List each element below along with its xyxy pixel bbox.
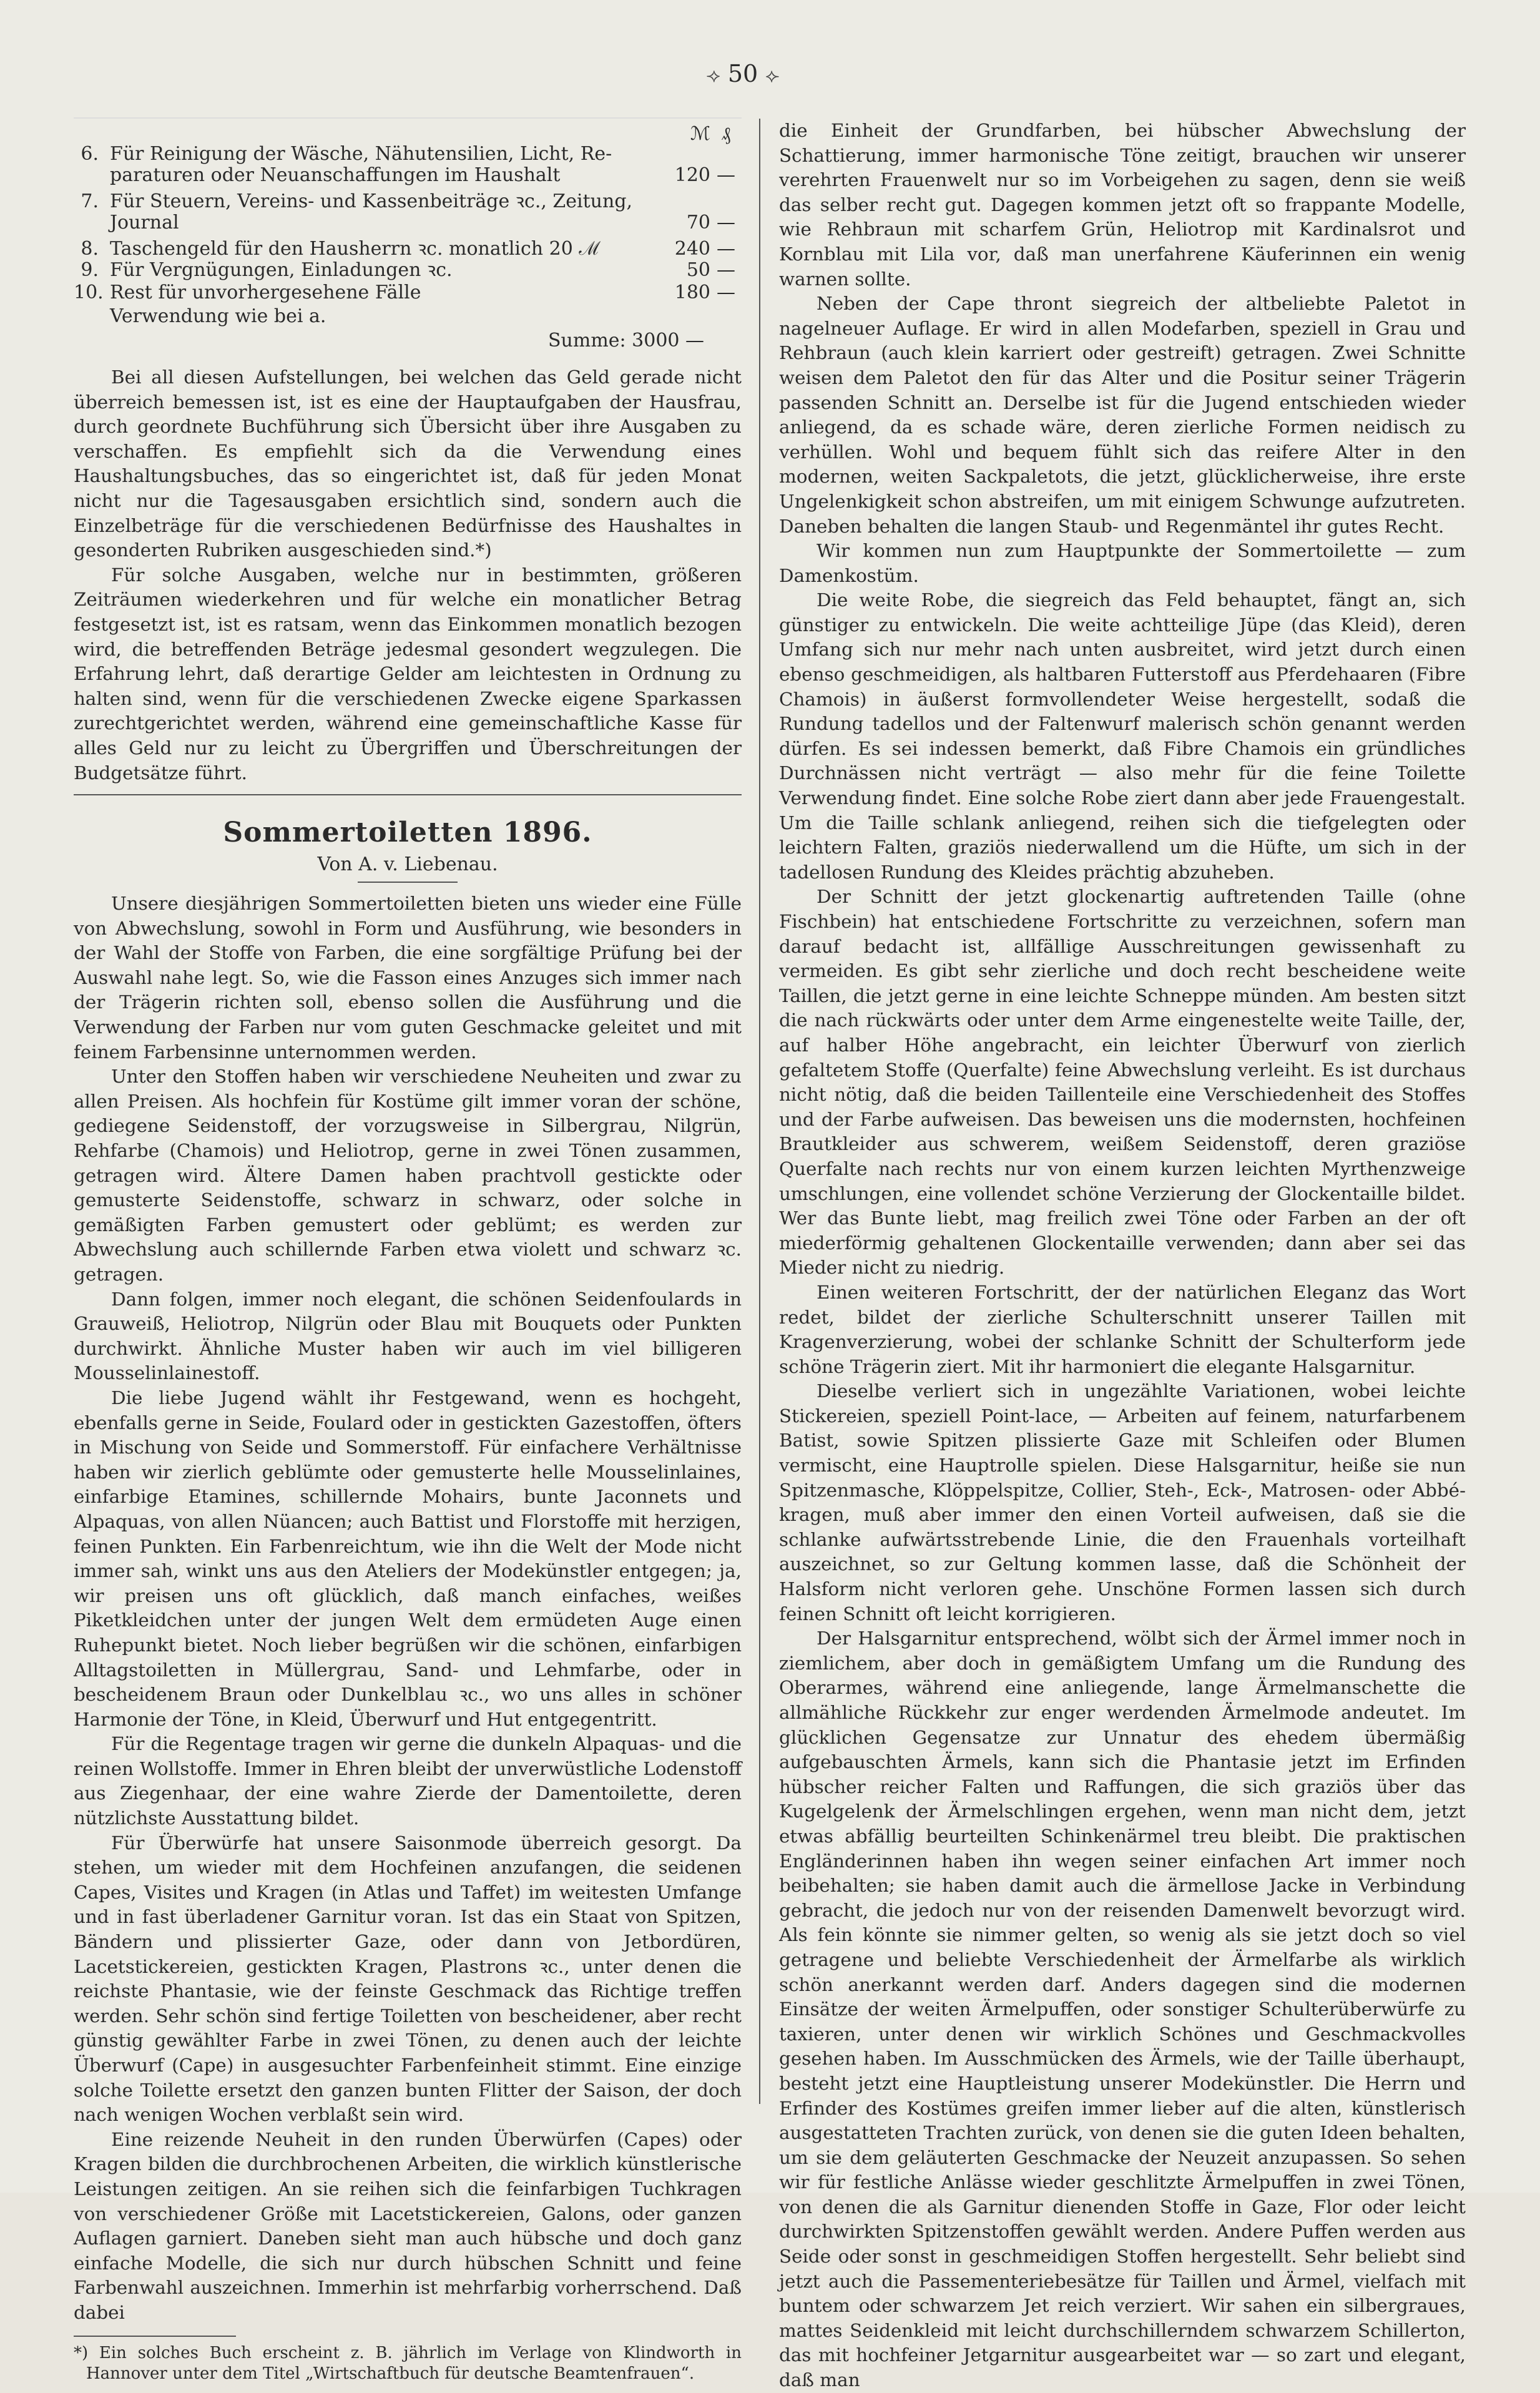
section-divider <box>74 794 742 795</box>
ledger-row-amount: 240 <box>674 238 710 260</box>
footnote: *) Ein solches Buch erscheint z. B. jährlich im Verlage von Klindworth in Hannover unter dem Titel „Wirtschaftbuch für deutsche Beamtenfrauen“. <box>74 2343 742 2383</box>
ledger-row-number: 9. <box>81 259 99 281</box>
left-intro-text <box>74 365 742 785</box>
ledger-row-text: Für Reinigung der Wäsche, Nähutensilien, Licht, Re- <box>110 143 612 165</box>
ledger-row-text: Journal <box>110 212 179 233</box>
ledger-row-dash: — <box>717 282 735 303</box>
mark-column-header: ℳ <box>690 123 710 145</box>
ledger-row-dash: — <box>717 238 735 260</box>
ledger-row-number: 7. <box>81 190 99 212</box>
article-text-left <box>74 892 742 2325</box>
ledger-row-text: paraturen oder Neuanschaffungen im Haushalt <box>110 164 561 186</box>
ledger-row-text: Taschengeld für den Hausherrn ꝛc. monatlich 20 ℳ <box>110 238 601 260</box>
right-column <box>779 119 1466 2393</box>
paragraph: Dann folgen, immer noch elegant, die schönen Seidenfoulards in Grauweiß, Heliotrop, Nilgrün oder Blau mit Bouquets oder Punkten durchwirkt. Ähnliche Muster haben wir auch im viel billigeren Mousselinlainestoff. <box>74 1288 742 1384</box>
paragraph: Für die Regentage tragen wir gerne die dunkeln Alpaquas- und die reinen Wollstoffe. Immer in Ehren bleibt der unverwüstliche Lodenstoff aus Ziegenhaar, der eine wahre Zierde der Damentoilette, deren nützlichste Ausstattung bildet. <box>74 1733 742 1829</box>
paragraph: Der Halsgarnitur entsprechend, wölbt sich der Ärmel immer noch in ziemlichem, aber doch in gemäßigtem Umfang um die Rundung des Oberarmes, während eine anliegende, lange Ärmelmanschette die allmähliche Rückkehr zur enger werdenden Ärmelmode andeutet. Im glücklichen Gegensatze zur Unnatur des ehedem übermäßig aufgebauschten Ärmels, kann sich die Phantasie jetzt im Erfinden hübscher reicher Falten und Raffungen, die sich graziös über das Kugelgelenk der Ärmelschlingen ergehen, wenn man nicht dem, jetzt etwas abfällig beurteilten Schinkenärmel treu bleibt. Die praktischen Engländerinnen haben ihn wegen seiner einfachen Art immer noch beibehalten; sie haben damit auch die ärmellose Jacke in Verbindung gebracht, die jedoch nur von der reisenden Damenwelt bevorzugt wird. Als fein könnte sie nimmer gelten, so wenig als sie jetzt doch so viel getragene und beliebte Verschiedenheit der Ärmelfarbe als wirklich schön anerkannt werden darf. Anders dagegen sind die modernen Einsätze der weiten Ärmelpuffen, oder sonstiger Schulterüberwürfe zu taxieren, unter denen wir wirklich Schönes und Geschmackvolles gesehen haben. Im Ausschmücken des Ärmels, wie der Taille überhaupt, besteht jetzt eine Hauptleistung unserer Modekünstler. Die Herrn und Erfinder des Kostümes greifen immer lieber auf die alten, künstlerisch ausgestatteten Trachten zurück, von denen sie die guten Ideen behalten, um sie dem geläuterten Geschmacke der Neuzeit anzupassen. So sehen wir für festliche Anlässe wieder geschlitzte Ärmelpuffen in zwei Tönen, von denen die als Garnitur dienenden Stoffe in Gaze, Flor oder leicht durchwirkten Spitzenstoffen gewählt werden. Andere Puffen werden aus Seide oder sonst in geschmeidigen Stoffen hergestellt. Sehr beliebt sind jetzt auch die Passementeriebesätze für Taillen und Ärmel, vielfach mit buntem oder schwarzem Jet reich verziert. Wir sahen ein silbergraues, mattes Seidenkleid mit leicht durchschillerndem schwarzem Schillerton, das mit hochfeiner Jetgarnitur ausgearbeitet war — so zart und elegant, daß man <box>779 1628 1466 2391</box>
paragraph: Bei all diesen Aufstellungen, bei welchen das Geld gerade nicht überreich bemessen ist, ist es eine der Hauptaufgaben der Hausfrau, durch geordnete Buchführung sich Übersicht über ihre Ausgaben zu verschaffen. Es empfiehlt sich da die Verwendung eines Haushaltungsbuches, das so eingerichtet ist, daß für jeden Monat nicht nur die Tagesausgaben ersichtlich sind, sondern auch die Einzelbeträge für die verschiedenen Bedürfnisse des Haushaltes in gesonderten Rubriken ausgeschieden sind.*) <box>74 366 742 561</box>
paragraph: Einen weiteren Fortschritt, der der natürlichen Eleganz das Wort redet, bildet der zierliche Schulterschnitt unserer Taillen mit Kragenverzierung, wobei der schlanke Schnitt der Schulterform jede schöne Trägerin ziert. Mit ihr harmoniert die elegante Halsgarnitur. <box>779 1281 1466 1377</box>
ledger-sum: Summe: 3000 — <box>548 330 705 351</box>
left-ornament-icon: ⟢ <box>706 65 720 87</box>
ledger-row-amount: 180 <box>674 282 710 303</box>
ledger-row-number: 8. <box>81 238 99 260</box>
paragraph: Dieselbe verliert sich in ungezählte Variationen, wobei leichte Stickereien, speziell Point-lace, — Arbeiten auf feinem, naturfarbenem Batist, sowie Spitzen plissierte Gaze mit Schleifen oder Blumen vermischt, eine Hauptrolle spielen. Diese Halsgarnitur, heiße sie nun Spitzenmasche, Klöppelspitze, Collier, Steh-, Eck-, Matrosen- oder Abbé-kragen, muß aber immer den einen Vorteil aufweisen, daß sie die schlanke aufwärtsstrebende Linie, die den Frauenhals vorteilhaft auszeichnet, so zur Geltung kommen lasse, daß die Schönheit der Halsform nicht verloren gehe. Unschöne Formen lassen sich durch feinen Schnitt oft leicht korrigieren. <box>779 1380 1466 1624</box>
title-divider <box>358 882 458 883</box>
ledger-row-number: 6. <box>81 143 99 165</box>
ledger-row-text: Verwendung wie bei a. <box>110 305 326 327</box>
left-column <box>74 119 742 2384</box>
ledger-row-text: Rest für unvorhergesehene Fälle <box>110 282 421 303</box>
paragraph: Die weite Robe, die siegreich das Feld behauptet, fängt an, sich günstiger zu entwickeln. Die weite achtteilige Jüpe (das Kleid), deren Umfang sich nur mehr nach unten ausbreitet, wird jetzt durch einen ebenso geschmeidigen, als haltbaren Futterstoff aus Pferdehaaren (Fibre Chamois) in äußerst formvollendeter Weise hergestellt, sodaß die Rundung tadellos und der Faltenwurf malerisch schön genannt werden dürfen. Es sei indessen bemerkt, daß Fibre Chamois ein gründliches Durchnässen nicht verträgt — also mehr für die feine Toilette Verwendung findet. Eine solche Robe ziert dann aber jede Frauengestalt. Um die Taille schlank anliegend, reihen sich die tiefgelegten oder leichtern Falten, graziös niederwallend um die Hüfte, um sich in der tadellosen Rundung des Kleides prächtig abzuheben. <box>779 589 1466 883</box>
ledger-row-dash: — <box>717 259 735 281</box>
paragraph: Eine reizende Neuheit in den runden Überwürfen (Capes) oder Kragen bilden die durchbrochenen Arbeiten, die wirklich künstlerische Leistungen zeitigen. An sie reihen sich die feinfarbigen Tuchkragen von verschiedener Größe mit Lacetstickereien, Galons, oder ganzen Auflagen garniert. Daneben sieht man auch hübsche und doch ganz einfache Modelle, die sich nur durch hübschen Schnitt und feine Farbenwahl auszeichnen. Immerhin ist mehrfarbig vorherrschend. Daß dabei <box>74 2128 742 2323</box>
page-number: 50 <box>727 60 758 87</box>
footnote-rule <box>74 2336 236 2337</box>
paragraph: die Einheit der Grundfarben, bei hübscher Abwechslung der Schattierung, immer harmonische Töne zeitigt, brauchen wir unserer verehrten Frauenwelt nur so im Vorbeigehen zu sagen, denn sie weiß das selber recht gut. Dagegen kommen jetzt oft so frappante Modelle, wie Rehbraun mit scharfem Grün, Heliotrop mit Kardinalsrot und Kornblau mit Lila vor, daß man unerfahrene Käuferinnen ein wenig warnen sollte. <box>779 120 1466 290</box>
ledger-row-text: Für Vergnügungen, Einladungen ꝛc. <box>110 259 453 281</box>
paragraph: Wir kommen nun zum Hauptpunkte der Sommertoilette — zum Damenkostüm. <box>779 540 1466 586</box>
article-text-right <box>779 119 1466 2393</box>
article-title: Sommertoiletten 1896. <box>223 817 592 849</box>
page-number-header <box>674 60 812 87</box>
ledger-row-number: 10. <box>74 282 104 303</box>
paragraph: Die liebe Jugend wählt ihr Festgewand, wenn es hochgeht, ebenfalls gerne in Seide, Foulard oder in gestickten Gazestoffen, öfters in Mischung von Seide und Sommerstoff. Für einfachere Verhältnisse haben wir zierlich geblümte oder gemusterte helle Mousselinlaines, einfarbige Etamines, schillernde Mohairs, bunte Jaconnets und Alpaquas, von allen Nüancen; auch Battist und Florstoffe mit herzigen, feinen Punkten. Ein Farbenreichtum, wie ihn die Welt der Mode nicht immer sah, winkt uns aus den Ateliers der Modekünstler entgegen; ja, wir preisen uns oft glücklich, daß manch einfaches, weißes Piketkleidchen unter der jungen Welt dem ermüdeten Auge einen Ruhepunkt bietet. Noch lieber begrüßen wir die schönen, einfarbigen Alltagstoiletten in Müllergrau, Sand- und Lehmfarbe, oder in bescheidenem Braun oder Dunkelblau ꝛc., wo uns alles in schöner Harmonie der Töne, in Kleid, Überwurf und Hut entgegentritt. <box>74 1387 742 1730</box>
paragraph: Für solche Ausgaben, welche nur in bestimmten, größeren Zeiträumen wiederkehren und für welche ein monatlicher Betrag festgesetzt ist, ist es ratsam, wenn das Einkommen monatlich bezogen wird, die betreffenden Beträge jedesmal gesondert wegzulegen. Die Erfahrung lehrt, daß derartige Gelder am leichtesten in Ordnung zu halten sind, wenn für die verschiedenen Zwecke eigene Sparkassen zurechtgerichtet werden, während eine gemeinschaftliche Kasse für alles Geld nur zu leicht zu Übergriffen und Überschreitungen der Budgetsätze führt. <box>74 564 742 784</box>
paragraph: Für Überwürfe hat unsere Saisonmode überreich gesorgt. Da stehen, um wieder mit dem Hochfeinen anzufangen, die seidenen Capes, Visites und Kragen (in Atlas und Taffet) im weitesten Umfange und in fast überladener Garnitur voran. Ist das ein Staat von Spitzen, Bändern und plissierter Gaze, oder dann von Jetbordüren, Lacetstickereien, gestickten Kragen, Plastrons ꝛc., unter denen die reichste Phantasie, wie der feinste Geschmack das Richtige treffen werden. Sehr schön sind fertige Toiletten von bescheidener, aber recht günstig gewählter Farbe in zwei Tönen, zu denen auch der leichte Überwurf (Cape) in ausgesuchter Farbenfeinheit stimmt. Eine einzige solche Toilette ersetzt den ganzen bunten Flitter der Saison, der doch nach wenigen Wochen verblaßt sein wird. <box>74 1832 742 2126</box>
ledger-row-amount: 70 <box>686 212 710 233</box>
budget-ledger <box>74 117 742 365</box>
paragraph: Neben der Cape thront siegreich der altbeliebte Paletot in nagelneuer Auflage. Er wird in allen Modefarben, speziell in Grau und Rehbraun (auch klein karriert oder gestreift) getragen. Zwei Schnitte weisen dem Paletot den für das Alter und die Positur seiner Trägerin passenden Schnitt an. Derselbe ist für die Jugend entschieden wieder anliegend, da es schade wäre, deren zierliche Formen neidisch zu verhüllen. Wohl und bequem fühlt sich das reifere Alter in den modernen, weiten Sackpaletots, die jetzt, glücklicherweise, ihre erste Ungelenkigkeit schon abstreifen, um mit einigem Schwunge aufzutreten. Daneben behalten die langen Staub- und Regenmäntel ihr gutes Recht. <box>779 293 1466 537</box>
right-ornament-icon: ⟣ <box>765 65 780 87</box>
ledger-row-dash: — <box>717 164 735 186</box>
paragraph: Unter den Stoffen haben wir verschiedene Neuheiten und zwar zu allen Preisen. Als hochfein für Kostüme gilt immer voran der schöne, gediegene Seidenstoff, der vorzugsweise in Silbergrau, Nilgrün, Rehfarbe (Chamois) und Heliotrop, gerne in zwei Tönen zusammen, getragen wird. Ältere Damen haben prachtvoll gestickte oder gemusterte Seidenstoffe, schwarz in schwarz, oder solche in gemäßigten Farben gemustert oder geblümt; es werden zur Abwechslung auch schillernde Farben etwa violett und schwarz ꝛc. getragen. <box>74 1066 742 1285</box>
article-byline: Von A. v. Liebenau. <box>317 853 498 876</box>
ledger-row-amount: 120 <box>674 164 710 186</box>
paragraph: Unsere diesjährigen Sommertoiletten bieten uns wieder eine Fülle von Abwechslung, sowohl in Form und Ausführung, wie besonders in der Wahl der Stoffe von Farben, die eine sorgfältige Prüfung bei der Auswahl nahe legt. So, wie die Fasson eines Anzuges sich immer nach der Trägerin richten soll, ebenso sollen die Ausführung und die Verwendung der Farben nur vom guten Geschmacke geleitet und mit feinem Farbensinne unternommen werden. <box>74 893 742 1063</box>
column-divider <box>759 119 760 2104</box>
ledger-row-dash: — <box>717 212 735 233</box>
pfennig-column-header: ₰ <box>721 123 731 145</box>
ledger-row-text: Für Steuern, Vereins- und Kassenbeiträge ꝛc., Zeitung, <box>110 190 633 212</box>
paragraph: Der Schnitt der jetzt glockenartig auftretenden Taille (ohne Fischbein) hat entschiedene Fortschritte zu verzeichnen, sofern man darauf bedacht ist, allfällige Ausschreitungen gewissenhaft zu vermeiden. Es gibt sehr zierliche und doch recht bescheidene weite Taillen, die jetzt gerne in eine leichte Schneppe münden. Am besten sitzt die nach rückwärts oder unter dem Arme eingenestelte weite Taille, der, auf halber Höhe angebracht, ein leichter Überwurf von zierlich gefaltetem Stoffe (Querfalte) feine Abwechslung verleiht. Es ist durchaus nicht nötig, daß die beiden Taillenteile eine Verschiedenheit des Stoffes und der Farbe aufweisen. Das beweisen uns die modernsten, hochfeinen Brautkleider aus schwerem, weißem Seidenstoff, deren graziöse Querfalte nach rechts nur von einem kurzen leichten Myrthenzweige umschlungen, eine vollendet schöne Verzierung der Glockentaille bildet. Wer das Bunte liebt, mag freilich zwei Töne oder Farben an der oft miederförmig gehaltenen Glockentaille verwenden; dann aber sei das Mieder nicht zu niedrig. <box>779 886 1466 1279</box>
ledger-row-amount: 50 <box>686 259 710 281</box>
